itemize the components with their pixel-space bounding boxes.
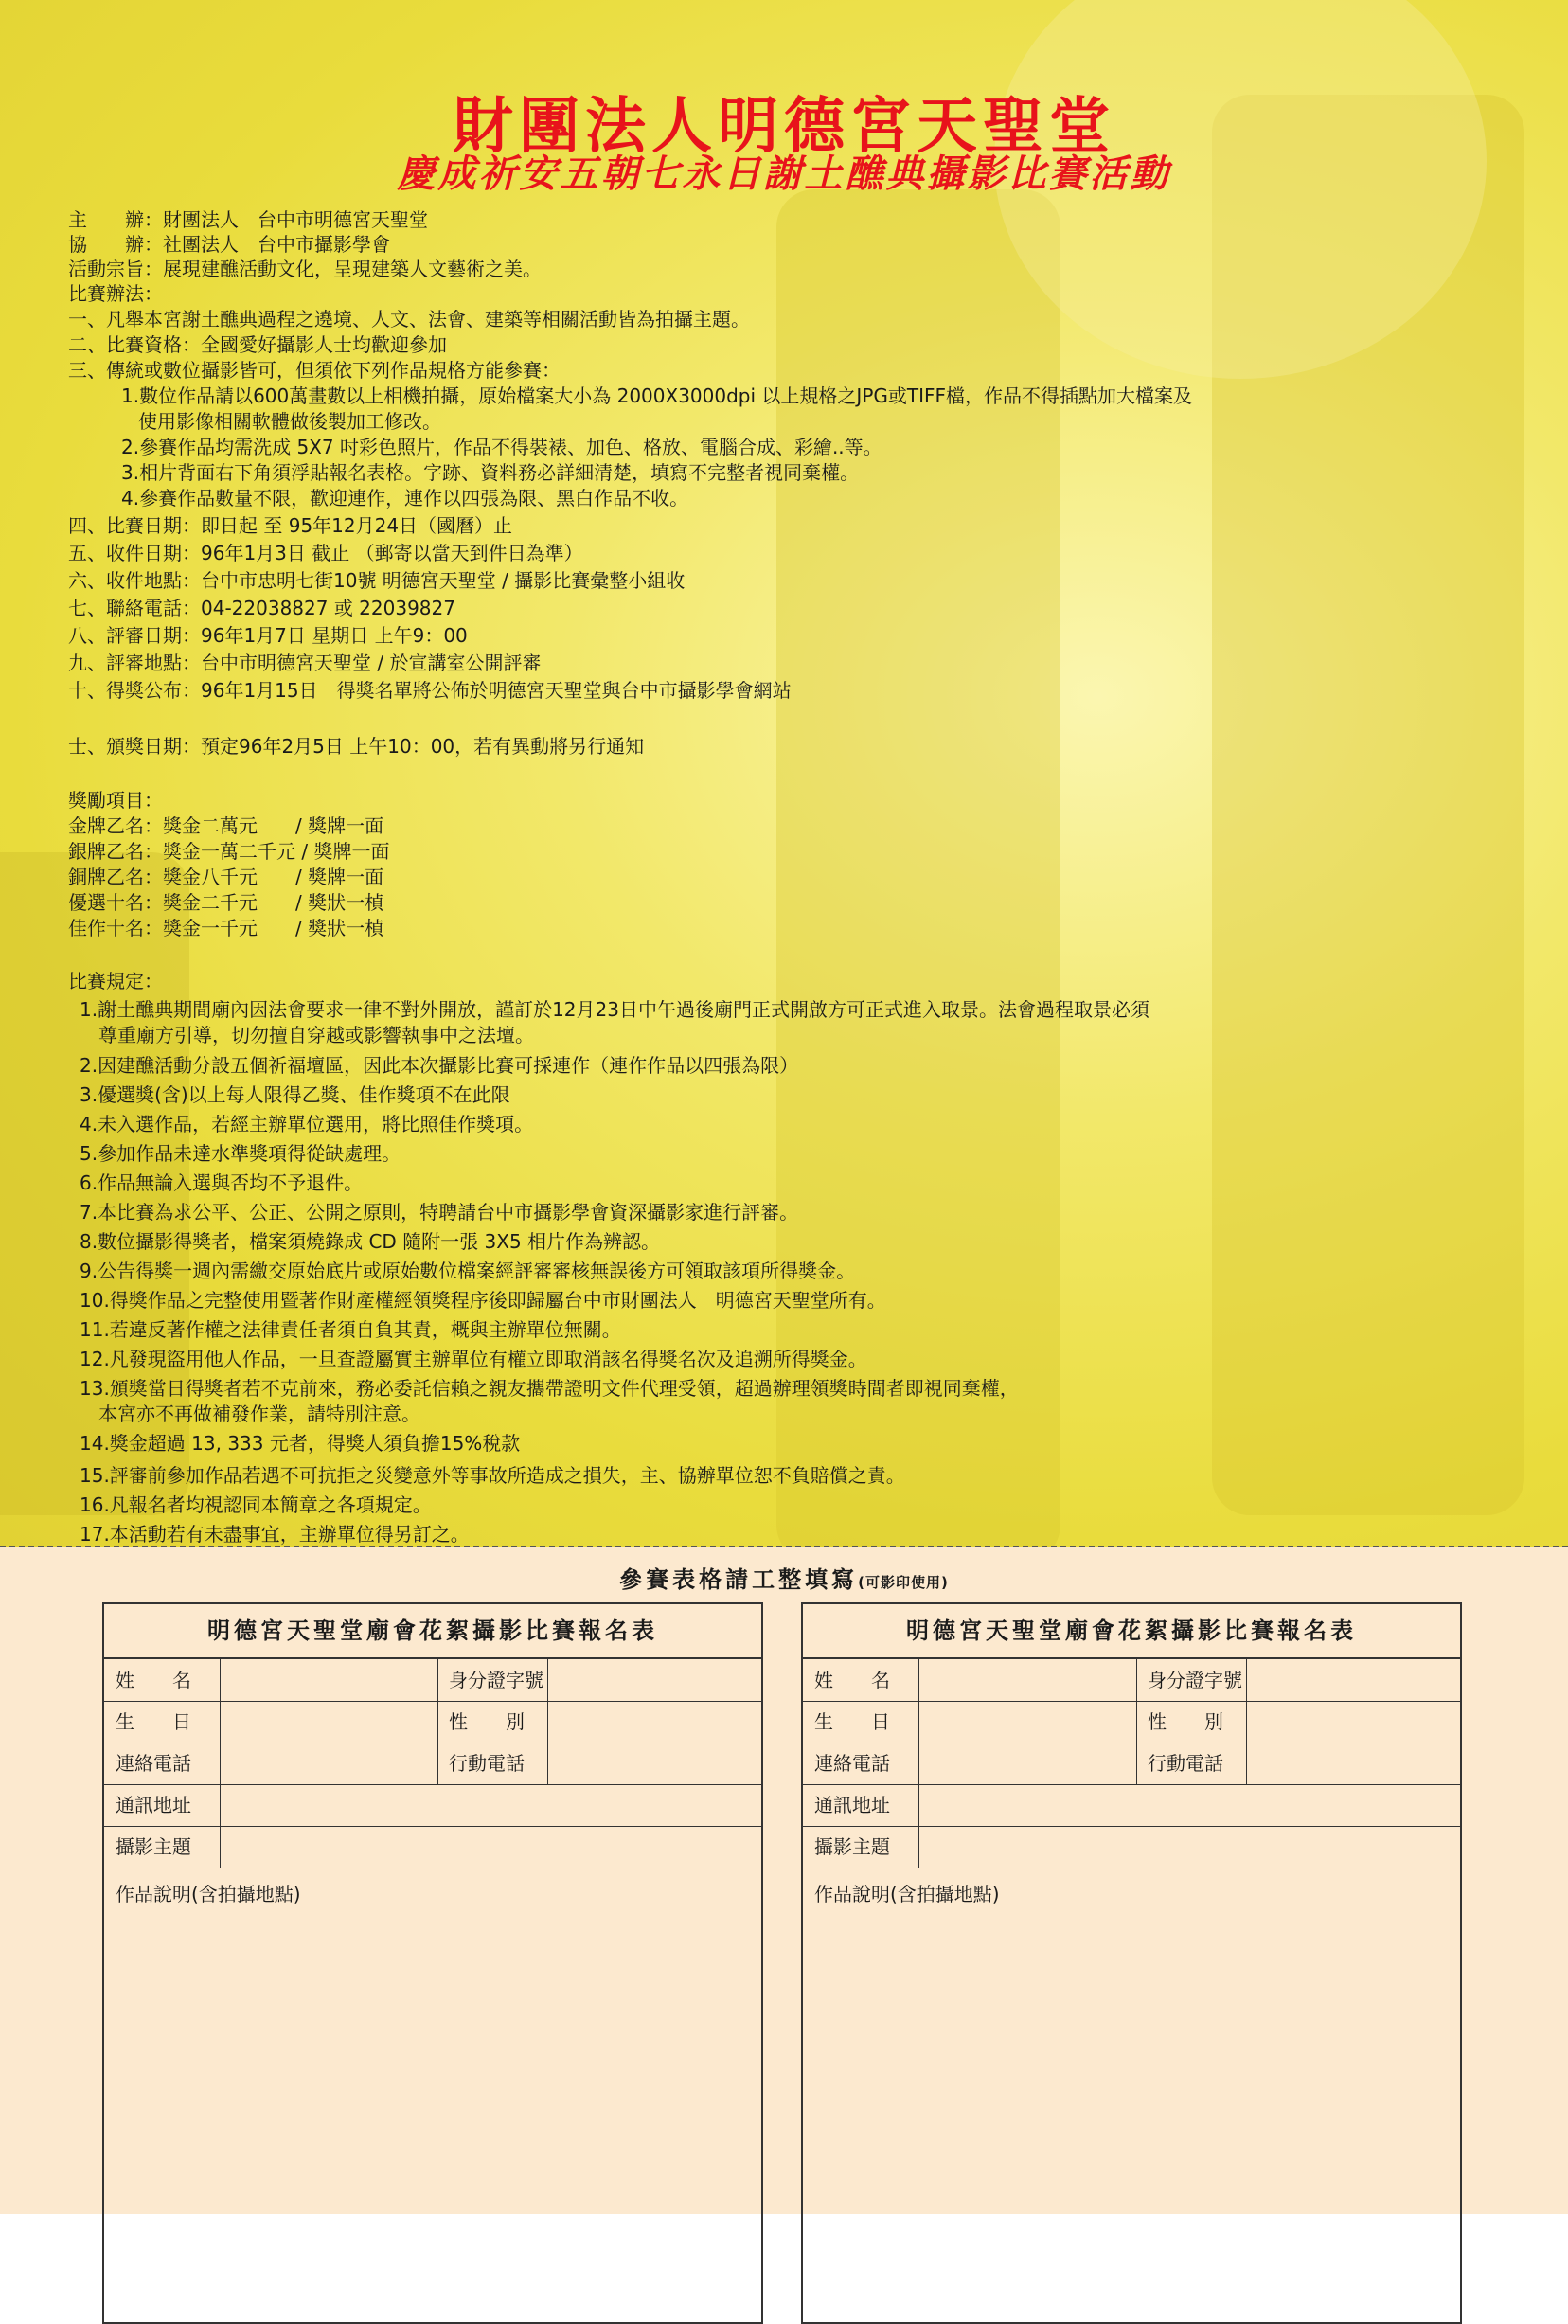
- regulation-line: 3.優選獎(含)以上每人限得乙獎、佳作獎項不在此限: [80, 1083, 510, 1106]
- gender-label: 性 別: [1148, 1710, 1223, 1733]
- form-row-name: [803, 1659, 1460, 1702]
- mobile-label: 行動電話: [449, 1752, 525, 1775]
- subject-label: 攝影主題: [116, 1835, 191, 1858]
- schedule-line: 九、評審地點：台中市明德宮天聖堂 / 於宣講室公開評審: [68, 652, 542, 674]
- awards-heading: 獎勵項目：: [68, 789, 163, 812]
- mobile-field[interactable]: [1246, 1743, 1460, 1784]
- regulation-line: 6.作品無論入選與否均不予退件。: [80, 1171, 364, 1194]
- description-label: 作品說明(含拍攝地點): [814, 1883, 1000, 1905]
- spec-line: 使用影像相關軟體做後製加工修改。: [138, 410, 441, 433]
- regulation-line: 8.數位攝影得獎者，檔案須燒錄成 CD 隨附一張 3X5 相片作為辨認。: [80, 1230, 661, 1253]
- award-line: 銀牌乙名：獎金一萬二千元 / 獎牌一面: [68, 840, 390, 863]
- form-row-phone: [803, 1743, 1460, 1785]
- regulation-line: 12.凡發現盜用他人作品，一旦查證屬實主辦單位有權立即取消該名得獎名次及追溯所得獎金。: [80, 1348, 867, 1370]
- entry-form-right: [801, 1602, 1462, 2324]
- id-label: 身分證字號: [449, 1669, 543, 1691]
- spec-line: 3.相片背面右下角須浮貼報名表格。字跡、資料務必詳細清楚，填寫不完整者視同棄權。: [121, 461, 860, 484]
- form-row-birth: [803, 1701, 1460, 1743]
- birth-label: 生 日: [116, 1710, 191, 1733]
- id-field[interactable]: [547, 1659, 761, 1701]
- form-row-subject: [104, 1826, 761, 1868]
- page-title: 財團法人明德宮天聖堂: [453, 92, 1115, 162]
- regulation-line: 15.評審前參加作品若遇不可抗拒之災變意外等事故所造成之損失，主、協辦單位恕不負賠償之責。: [80, 1464, 905, 1487]
- co-organizer-line: 協 辦：社團法人 台中市攝影學會: [68, 233, 390, 256]
- description-label: 作品說明(含拍攝地點): [116, 1883, 301, 1905]
- gender-field[interactable]: [547, 1701, 761, 1743]
- regulation-line: 5.參加作品未達水準獎項得從缺處理。: [80, 1142, 401, 1165]
- gender-label: 性 別: [449, 1710, 525, 1733]
- id-field[interactable]: [1246, 1659, 1460, 1701]
- award-line: 金牌乙名：獎金二萬元 / 獎牌一面: [68, 814, 384, 837]
- regulation-line: 2.因建醮活動分設五個祈福壇區，因此本次攝影比賽可採連作（連作作品以四張為限）: [80, 1054, 799, 1077]
- name-label: 姓 名: [116, 1669, 191, 1691]
- rule-line: 三、傳統或數位攝影皆可，但須依下列作品規格方能參賽：: [68, 359, 561, 382]
- regulation-line: 4.未入選作品，若經主辦單位選用，將比照佳作獎項。: [80, 1113, 534, 1135]
- form-section-note: (可影印使用): [858, 1574, 949, 1591]
- subject-label: 攝影主題: [814, 1835, 890, 1858]
- award-line: 佳作十名：獎金一千元 / 獎狀一楨: [68, 917, 384, 939]
- form-row-name: [104, 1659, 761, 1702]
- spec-line: 1.數位作品請以600萬畫數以上相機拍攝，原始檔案大小為 2000X3000dpi 以上規格之JPG或TIFF檔，作品不得插點加大檔案及: [121, 384, 1192, 407]
- subject-field[interactable]: [918, 1826, 1460, 1868]
- regulation-line: 本宮亦不再做補發作業，請特別注意。: [98, 1403, 420, 1425]
- gender-field[interactable]: [1246, 1701, 1460, 1743]
- address-field[interactable]: [220, 1784, 761, 1826]
- birth-label: 生 日: [814, 1710, 890, 1733]
- birth-field[interactable]: [918, 1701, 1136, 1743]
- form-row-subject: [803, 1826, 1460, 1868]
- form-title: 明德宮天聖堂廟會花絮攝影比賽報名表: [104, 1604, 761, 1659]
- schedule-line: 士、頒獎日期：預定96年2月5日 上午10：00，若有異動將另行通知: [68, 735, 645, 758]
- name-label: 姓 名: [814, 1669, 890, 1691]
- spec-line: 2.參賽作品均需洗成 5X7 吋彩色照片，作品不得裝裱、加色、格放、電腦合成、彩繪..等。: [121, 436, 882, 458]
- entry-form-left: [102, 1602, 763, 2324]
- regulation-line: 17.本活動若有未盡事宜，主辦單位得另訂之。: [80, 1523, 470, 1546]
- subject-field[interactable]: [220, 1826, 761, 1868]
- regulation-line: 16.凡報名者均視認同本簡章之各項規定。: [80, 1493, 432, 1516]
- form-row-address: [803, 1784, 1460, 1827]
- regulation-line: 7.本比賽為求公平、公正、公開之原則，特聘請台中市攝影學會資深攝影家進行評審。: [80, 1201, 799, 1224]
- birth-field[interactable]: [220, 1701, 437, 1743]
- schedule-line: 七、聯絡電話：04-22038827 或 22039827: [68, 597, 455, 619]
- phone-field[interactable]: [918, 1743, 1136, 1784]
- form-section-title: [0, 1561, 1568, 1594]
- address-field[interactable]: [918, 1784, 1460, 1826]
- regulation-line: 尊重廟方引導，切勿擅自穿越或影響執事中之法壇。: [98, 1024, 534, 1046]
- schedule-line: 八、評審日期：96年1月7日 星期日 上午9：00: [68, 624, 468, 647]
- id-label: 身分證字號: [1148, 1669, 1242, 1691]
- form-row-phone: [104, 1743, 761, 1785]
- phone-label: 連絡電話: [116, 1752, 191, 1775]
- form-section-title-text: 參賽表格請工整填寫: [619, 1566, 859, 1593]
- form-row-birth: [104, 1701, 761, 1743]
- address-label: 通訊地址: [814, 1794, 890, 1816]
- schedule-line: 四、比賽日期：即日起 至 95年12月24日（國曆）止: [68, 514, 513, 537]
- name-field[interactable]: [918, 1659, 1136, 1701]
- rules-heading: 比賽辦法：: [68, 282, 163, 305]
- address-label: 通訊地址: [116, 1794, 191, 1816]
- schedule-line: 五、收件日期：96年1月3日 截止 （郵寄以當天到件日為準）: [68, 542, 583, 564]
- page-subtitle: 慶成祈安五朝七永日謝土醮典攝影比賽活動: [397, 152, 1171, 196]
- award-line: 銅牌乙名：獎金八千元 / 獎牌一面: [68, 866, 384, 888]
- organizer-line: 主 辦：財團法人 台中市明德宮天聖堂: [68, 208, 428, 231]
- mobile-label: 行動電話: [1148, 1752, 1223, 1775]
- phone-label: 連絡電話: [814, 1752, 890, 1775]
- purpose-line: 活動宗旨：展現建醮活動文化，呈現建築人文藝術之美。: [68, 258, 542, 280]
- schedule-line: 十、得獎公布：96年1月15日 得獎名單將公佈於明德宮天聖堂與台中市攝影學會網站: [68, 679, 792, 702]
- regulation-line: 11.若違反著作權之法律責任者須自負其責，概與主辦單位無關。: [80, 1318, 621, 1341]
- mobile-field[interactable]: [547, 1743, 761, 1784]
- regulation-line: 10.得獎作品之完整使用暨著作財產權經領獎程序後即歸屬台中市財團法人 明德宮天聖堂所有。: [80, 1289, 886, 1312]
- rule-line: 二、比賽資格：全國愛好攝影人士均歡迎參加: [68, 333, 447, 356]
- cut-line-divider: [0, 1546, 1568, 1547]
- regulations-heading: 比賽規定：: [68, 970, 163, 992]
- phone-field[interactable]: [220, 1743, 437, 1784]
- regulation-line: 9.公告得獎一週內需繳交原始底片或原始數位檔案經評審審核無誤後方可領取該項所得獎金。: [80, 1260, 856, 1282]
- regulation-line: 13.頒獎當日得獎者若不克前來，務必委託信賴之親友攜帶證明文件代理受領，超過辦理領獎時間者即視同棄權，: [80, 1377, 1019, 1400]
- regulation-line: 14.獎金超過 13, 333 元者，得獎人須負擔15%稅款: [80, 1432, 521, 1455]
- award-line: 優選十名：獎金二千元 / 獎狀一楨: [68, 891, 384, 914]
- form-title: 明德宮天聖堂廟會花絮攝影比賽報名表: [803, 1604, 1460, 1659]
- regulation-line: 1.謝土醮典期間廟內因法會要求一律不對外開放，謹訂於12月23日中午過後廟門正式開啟方可正式進入取景。法會過程取景必須: [80, 998, 1149, 1021]
- schedule-line: 六、收件地點：台中市忠明七街10號 明德宮天聖堂 / 攝影比賽彙整小組收: [68, 569, 686, 592]
- spec-line: 4.參賽作品數量不限，歡迎連作，連作以四張為限、黑白作品不收。: [121, 487, 689, 509]
- form-row-address: [104, 1784, 761, 1827]
- rule-line: 一、凡舉本宮謝土醮典過程之遶境、人文、法會、建築等相關活動皆為拍攝主題。: [68, 308, 750, 331]
